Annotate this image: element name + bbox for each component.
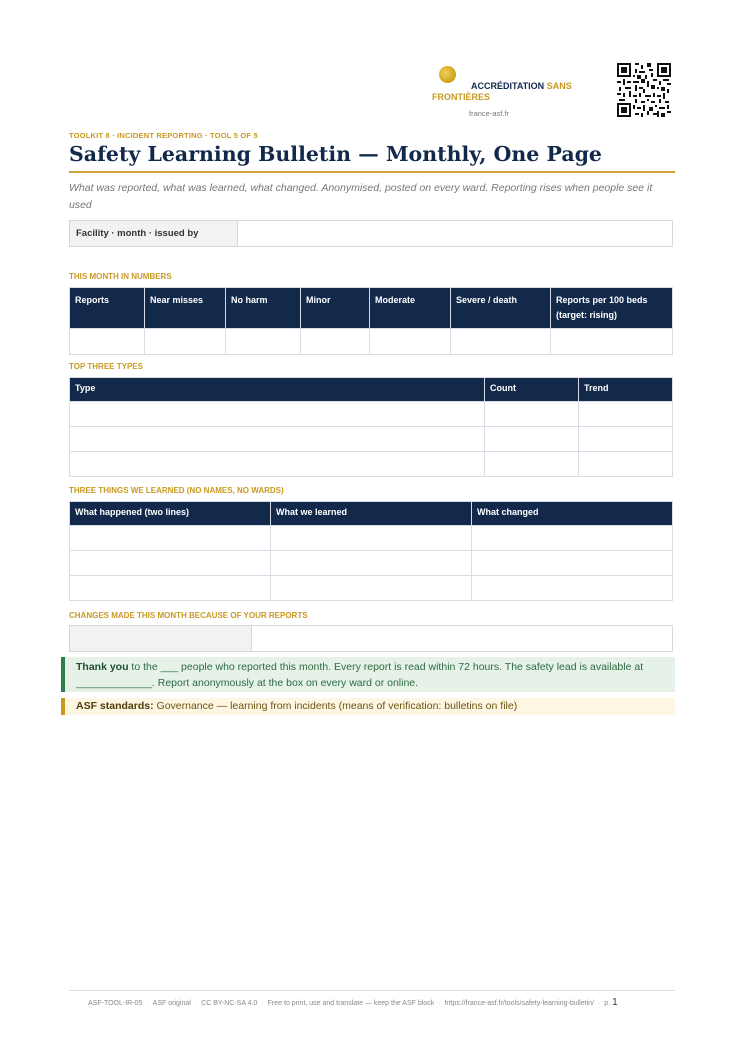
learned-table [69, 501, 673, 601]
page-title: Safety Learning Bulletin — Monthly, One Page [69, 142, 602, 166]
thanks-callout [61, 657, 675, 692]
col-reports: Reports [70, 288, 145, 329]
table-row [70, 576, 673, 601]
standards-lead: ASF standards: [76, 700, 154, 712]
changes-row [69, 625, 673, 652]
cell-input[interactable] [70, 329, 145, 355]
cell-input[interactable] [370, 329, 451, 355]
cell-input[interactable] [271, 576, 472, 601]
changes-input[interactable] [252, 626, 672, 651]
thanks-lead: Thank you [76, 661, 129, 673]
footer: ASF-TOOL-IR-05 · ASF original · CC BY-NC-SA 4.0 · Free to print, use and translate — keep the ASF block · https://france-asf.fr/tools/safety-learning-bulletin/ · p. 1 [88, 997, 618, 1008]
col-what-happened: What happened (two lines) [70, 502, 271, 526]
footer-page-label: p. [604, 1000, 611, 1007]
types-table [69, 377, 673, 477]
page-number: 1 [612, 997, 618, 1008]
col-moderate: Moderate [370, 288, 451, 329]
table-row [70, 551, 673, 576]
cell-input[interactable] [70, 427, 485, 452]
cell-input[interactable] [472, 551, 673, 576]
thanks-text: to the ___ people who reported this month. Every report is read within 72 hours. The safety lead is available at _____________. Report anonymously at the box on every ward or online. [76, 661, 644, 689]
cell-input[interactable] [226, 329, 301, 355]
col-no-harm: No harm [226, 288, 301, 329]
col-reports-per-100-beds: Reports per 100 beds (target: rising) [551, 288, 673, 329]
section-learned: THREE THINGS WE LEARNED (NO NAMES, NO WARDS) [69, 486, 284, 495]
cell-input[interactable] [472, 526, 673, 551]
table-row [70, 329, 673, 355]
cell-input[interactable] [301, 329, 370, 355]
section-numbers: THIS MONTH IN NUMBERS [69, 272, 172, 281]
cell-input[interactable] [579, 452, 673, 477]
cell-input[interactable] [485, 452, 579, 477]
cell-input[interactable] [271, 526, 472, 551]
standards-text: Governance — learning from incidents (means of verification: bulletins on file) [153, 700, 518, 712]
qr-code-icon [617, 63, 671, 117]
numbers-table [69, 287, 673, 355]
cell-input[interactable] [70, 551, 271, 576]
col-what-changed: What changed [472, 502, 673, 526]
brand-name-accent: SANS FRONTIÈRES [432, 81, 572, 102]
brand-name-main: ACCRÉDITATION [471, 81, 545, 91]
col-severe-death: Severe / death [451, 288, 551, 329]
cell-input[interactable] [271, 551, 472, 576]
col-what-we-learned: What we learned [271, 502, 472, 526]
section-changes: CHANGES MADE THIS MONTH BECAUSE OF YOUR REPORTS [69, 611, 308, 620]
footer-link[interactable]: https://france-asf.fr/tools/safety-learning-bulletin/ [444, 1000, 594, 1007]
table-row [70, 452, 673, 477]
table-row [70, 427, 673, 452]
cell-input[interactable] [70, 576, 271, 601]
table-row [70, 526, 673, 551]
brand-name [432, 81, 602, 103]
footer-license: CC BY-NC-SA 4.0 [201, 1000, 258, 1007]
col-near-misses: Near misses [145, 288, 226, 329]
cell-input[interactable] [70, 526, 271, 551]
cell-input[interactable] [70, 452, 485, 477]
changes-label-cell [70, 626, 252, 651]
footer-rule [69, 990, 675, 991]
cell-input[interactable] [579, 402, 673, 427]
cell-input[interactable] [70, 402, 485, 427]
meta-input[interactable] [238, 221, 672, 246]
cell-input[interactable] [451, 329, 551, 355]
subtitle: What was reported, what was learned, what changed. Anonymised, posted on every ward. Reporting rises when people see it used [69, 182, 653, 211]
brand-url[interactable]: france-asf.fr [469, 109, 510, 118]
col-minor: Minor [301, 288, 370, 329]
meta-row [69, 220, 673, 247]
cell-input[interactable] [485, 427, 579, 452]
standards-callout [61, 698, 675, 715]
col-trend: Trend [579, 378, 673, 402]
footer-code: ASF-TOOL-IR-05 [88, 1000, 143, 1007]
cell-input[interactable] [145, 329, 226, 355]
cell-input[interactable] [551, 329, 673, 355]
meta-label: Facility · month · issued by [70, 221, 238, 246]
footer-note: Free to print, use and translate — keep the ASF block [267, 1000, 435, 1007]
section-types: TOP THREE TYPES [69, 362, 143, 371]
kicker: TOOLKIT 8 · INCIDENT REPORTING · TOOL 5 OF 5 [69, 131, 258, 140]
title-rule [69, 171, 675, 173]
cell-input[interactable] [579, 427, 673, 452]
cell-input[interactable] [472, 576, 673, 601]
table-row [70, 402, 673, 427]
cell-input[interactable] [485, 402, 579, 427]
col-count: Count [485, 378, 579, 402]
col-type: Type [70, 378, 485, 402]
footer-origin: ASF original [152, 1000, 191, 1007]
